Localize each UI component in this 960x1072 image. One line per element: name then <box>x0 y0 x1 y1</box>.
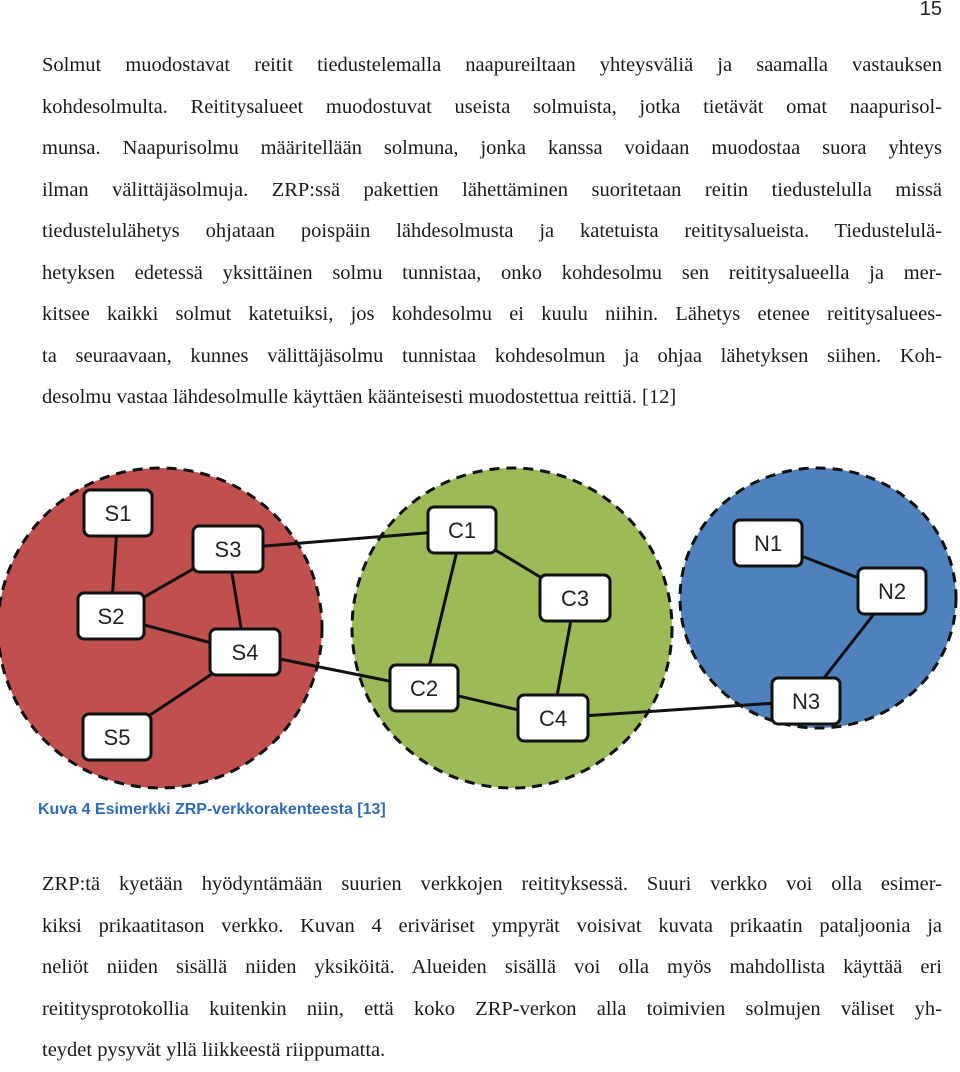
node-s3 <box>193 526 263 572</box>
node-label: N3 <box>791 689 821 714</box>
node-label: S4 <box>231 640 259 665</box>
node-c2 <box>390 665 458 711</box>
node-label: N1 <box>753 531 783 556</box>
text-line: neliöt niiden sisällä niiden yksiköitä. Alueiden sisällä voi olla myös mahdollista käyttää eri <box>42 956 942 978</box>
zone-c <box>352 468 672 788</box>
node-label: C4 <box>538 706 568 731</box>
text-line: ZRP:tä kyetään hyödyntämään suurien verkkojen reitityksessä. Suuri verkko voi olla esimer- <box>42 873 942 895</box>
node-n3 <box>772 678 840 724</box>
body-paragraph-1 <box>42 45 942 419</box>
node-c1 <box>428 507 496 553</box>
network-figure <box>0 440 960 800</box>
node-s5 <box>83 714 151 760</box>
text-line: kitsee kaikki solmut katetuiksi, jos kohdesolmu ei kuulu niihin. Lähetys etenee reititysaluees- <box>42 303 942 325</box>
node-s1 <box>84 490 152 536</box>
text-line: ta seuraavaan, kunnes välittäjäsolmu tunnistaa kohdesolmun ja ohjaa lähetyksen siihen. Koh- <box>42 344 942 367</box>
node-c3 <box>540 575 610 621</box>
node-label: S5 <box>103 725 131 750</box>
node-label: S1 <box>104 501 132 526</box>
text-line: desolmu vastaa lähdesolmulle käyttäen käänteisesti muodostettua reittiä. [12] <box>42 386 677 408</box>
text-line: ilman välittäjäsolmuja. ZRP:ssä pakettien lähettäminen suoritetaan reitin tiedustelulla missä <box>42 178 942 201</box>
text-line: teydet pysyvät yllä liikkeestä riippumatta. <box>42 1039 386 1061</box>
figure-caption: Kuva 4 Esimerkki ZRP-verkkorakenteesta [13] <box>38 801 386 818</box>
text-line: munsa. Naapurisolmu määritellään solmuna, jonka kanssa voidaan muodostaa suora yhteys <box>42 137 942 159</box>
node-label: C2 <box>409 676 439 701</box>
node-c4 <box>518 695 588 741</box>
node-label: S2 <box>97 604 125 629</box>
node-s4 <box>210 629 280 675</box>
node-label: C1 <box>447 518 477 543</box>
text-line: reititysprotokollia kuitenkin niin, että koko ZRP-verkon alla toimivien solmujen väliset yh- <box>42 997 942 1020</box>
text-line: Solmut muodostavat reitit tiedustelemalla naapureiltaan yhteysväliä ja saamalla vastauksen <box>42 54 942 76</box>
text-line: tiedustelulähetys ohjataan poispäin lähdesolmusta ja katetuista reititysalueista. Tiedustelulä- <box>42 220 942 242</box>
text-line: kohdesolmulta. Reititysalueet muodostuvat useista solmuista, jotka tietävät omat naapurisol- <box>42 95 942 118</box>
text-line: hetyksen edetessä yksittäinen solmu tunnistaa, onko kohdesolmu sen reititysalueella ja mer- <box>42 261 942 284</box>
node-label: N2 <box>877 579 907 604</box>
node-label: C3 <box>560 586 590 611</box>
node-n1 <box>734 520 802 566</box>
body-paragraph-2 <box>42 864 942 1072</box>
page-number: 15 <box>919 0 942 20</box>
node-s2 <box>78 593 144 639</box>
network-diagram <box>0 440 960 800</box>
node-label: S3 <box>214 537 242 562</box>
text-line: kiksi prikaatitason verkko. Kuvan 4 eriväriset ympyrät voisivat kuvata prikaatin pataljoonia ja <box>42 914 942 937</box>
node-n2 <box>858 568 926 614</box>
